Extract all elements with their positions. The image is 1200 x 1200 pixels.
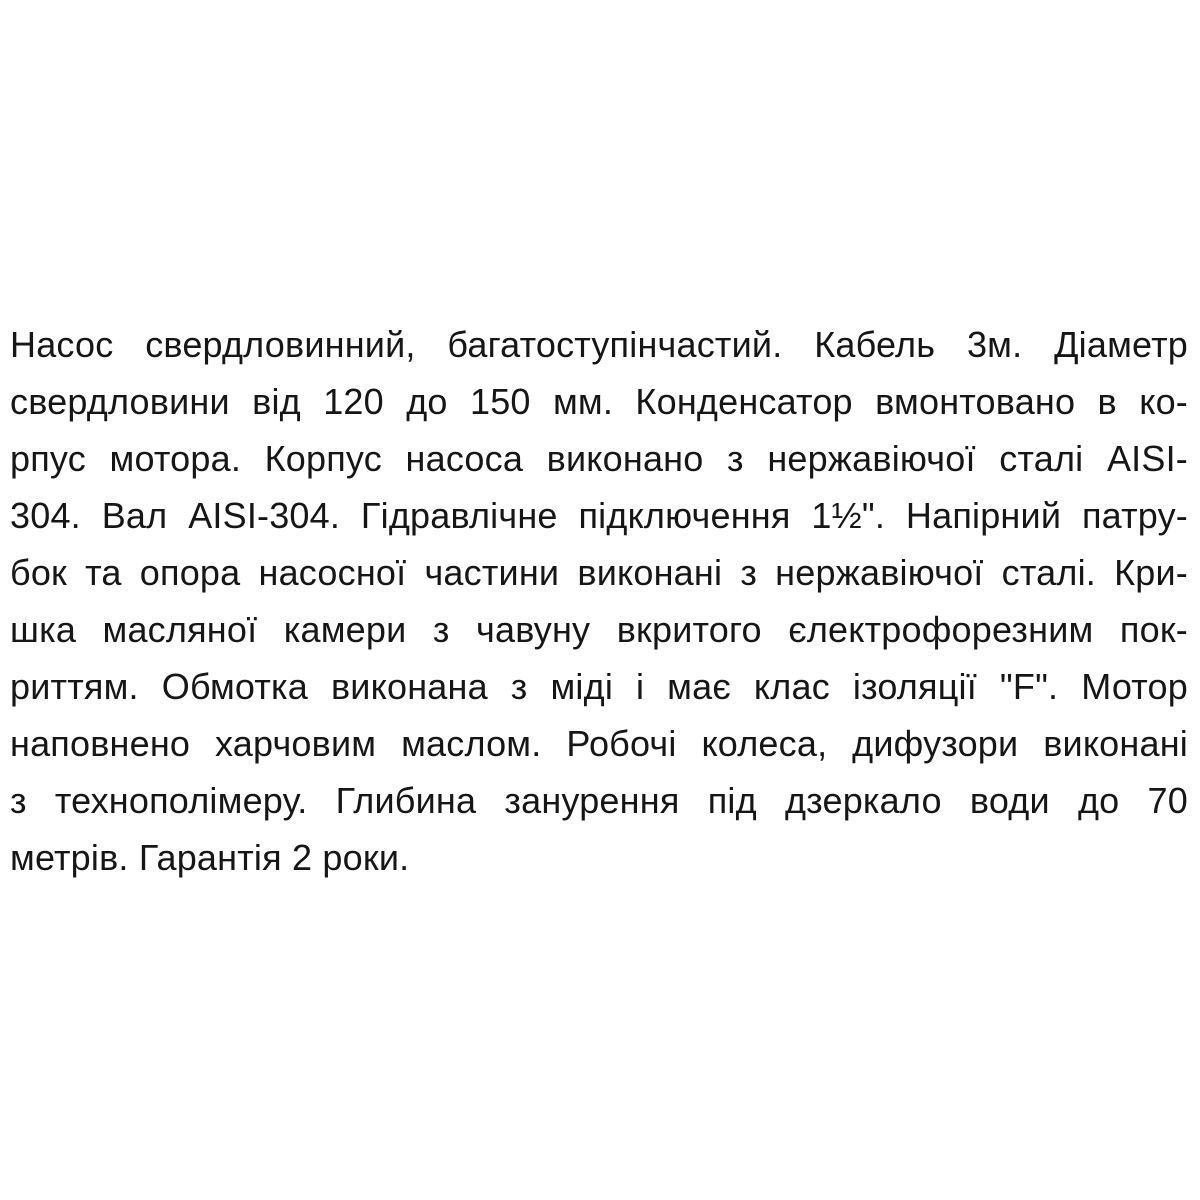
description-line: наповнено харчовим маслом. Робочі колеса, дифузори виконані bbox=[10, 723, 1188, 764]
description-line: рпус мотора. Корпус насоса виконано з нержавіючої сталі AISI- bbox=[10, 438, 1188, 479]
description-line: Насос свердловинний, багатоступінчастий. Кабель 3м. Діаметр bbox=[10, 324, 1188, 365]
description-line: свердловини від 120 до 150 мм. Конденсатор вмонтовано в ко- bbox=[10, 381, 1188, 422]
description-line: з технополімеру. Глибина занурення під дзеркало води до 70 bbox=[10, 780, 1188, 821]
product-description bbox=[10, 316, 1188, 886]
description-line: 304. Вал AISI-304. Гідравлічне підключення 1½". Напірний патру- bbox=[10, 495, 1188, 536]
description-line: шка масляної камери з чавуну вкритого єлектрофорезним пок- bbox=[10, 609, 1188, 650]
description-line: метрів. Гарантія 2 роки. bbox=[10, 837, 410, 878]
description-line: бок та опора насосної частини виконані з нержавіючої сталі. Кри- bbox=[10, 552, 1188, 593]
description-line: риттям. Обмотка виконана з міді і має клас ізоляції "F". Мотор bbox=[10, 666, 1188, 707]
